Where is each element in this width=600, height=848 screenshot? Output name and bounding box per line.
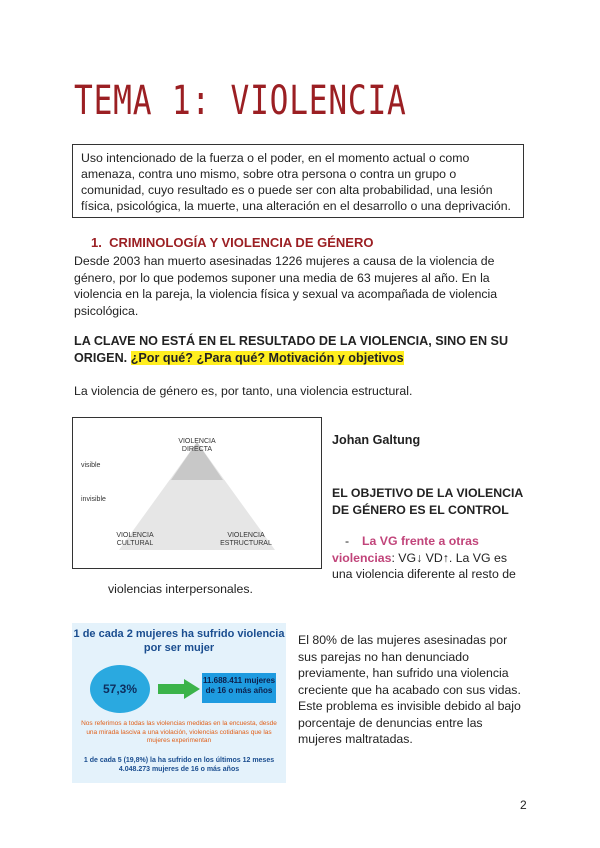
bullet-text-a: : VG↓ VD↑. La VG es xyxy=(391,550,507,565)
section-number: 1. xyxy=(91,235,102,250)
bullet-text-b: una violencia diferente al resto de xyxy=(332,567,516,581)
infographic-title: 1 de cada 2 mujeres ha sufrido violencia por ser mujer xyxy=(73,628,285,654)
footer-line-1: 1 de cada 5 (19,8%) la ha sufrido en los últimos 12 meses xyxy=(83,757,275,764)
definition-box: Uso intencionado de la fuerza o el poder, en el momento actual o como amenaza, contra uno mismo, sobre otra persona o contra un grupo o comunidad, cuyo resultado es o puede ser con alta probabilidad, una lesión física, psicológica, la muerte, una alteración en el desarrollo o una deprivación. xyxy=(72,144,524,218)
page-number: 2 xyxy=(520,798,527,812)
author-name: Johan Galtung xyxy=(332,433,421,447)
label-structural-violence: VIOLENCIA ESTRUCTURAL xyxy=(220,532,272,547)
stats-paragraph: El 80% de las mujeres asesinadas por sus parejas no han denunciado previamente, han sufrido una violencia creciente que ha acabado con sus vidas. Este problema es invisible debido al bajo porcentaje de denuncias entre las mujeres maltratadas. xyxy=(298,633,521,746)
women-count-box: 11.688.411 mujeres de 16 o más años xyxy=(202,673,276,703)
label-direct-violence: VIOLENCIA DIRECTA xyxy=(178,438,216,453)
violence-infographic xyxy=(72,623,286,783)
bullet-dash: - xyxy=(344,534,350,548)
bullet-pink-text: La VG frente a otras violencias xyxy=(332,534,479,565)
footer-line-2: 4.048.273 mujeres de 16 o más años xyxy=(118,766,240,773)
percent-circle: 57,3% xyxy=(90,665,150,713)
vg-bullet xyxy=(332,533,532,583)
key-statement xyxy=(74,333,534,367)
label-visible: visible xyxy=(81,462,101,469)
bullet-text-c: violencias interpersonales. xyxy=(108,582,253,596)
structural-sentence: La violencia de género es, por tanto, una violencia estructural. xyxy=(74,384,413,398)
label-invisible: invisible xyxy=(81,496,106,503)
label-cultural-violence: VIOLENCIA CULTURAL xyxy=(116,532,154,547)
arrow-right-icon xyxy=(158,679,200,699)
section-heading xyxy=(91,235,373,250)
infographic-note: Nos referimos a todas las violencias medidas en la encuesta, desde una mirada lasciva a una violación, violencias cotidianas que las mujeres experimentan xyxy=(81,720,277,744)
key-line-1: LA CLAVE NO ESTÁ EN EL RESULTADO DE LA VIOLENCIA, SINO EN SU xyxy=(74,334,509,348)
intro-paragraph: Desde 2003 han muerto asesinadas 1226 mujeres a causa de la violencia de género, por lo que podemos suponer una media de 63 mujeres al año. En la violencia en la pareja, la violencia física y sexual va acompañada de violencia psicológica. xyxy=(74,254,498,318)
page-title: TEMA 1: VIOLENCIA xyxy=(74,78,407,124)
section-title: CRIMINOLOGÍA Y VIOLENCIA DE GÉNERO xyxy=(109,235,374,250)
key-highlight: ¿Por qué? ¿Para qué? Motivación y objetivos xyxy=(130,351,404,365)
infographic-footer xyxy=(76,756,282,774)
objective-statement: EL OBJETIVO DE LA VIOLENCIA DE GÉNERO ES EL CONTROL xyxy=(332,486,523,517)
key-line-2: ORIGEN. xyxy=(74,351,128,365)
galtung-triangle-diagram xyxy=(72,417,322,569)
